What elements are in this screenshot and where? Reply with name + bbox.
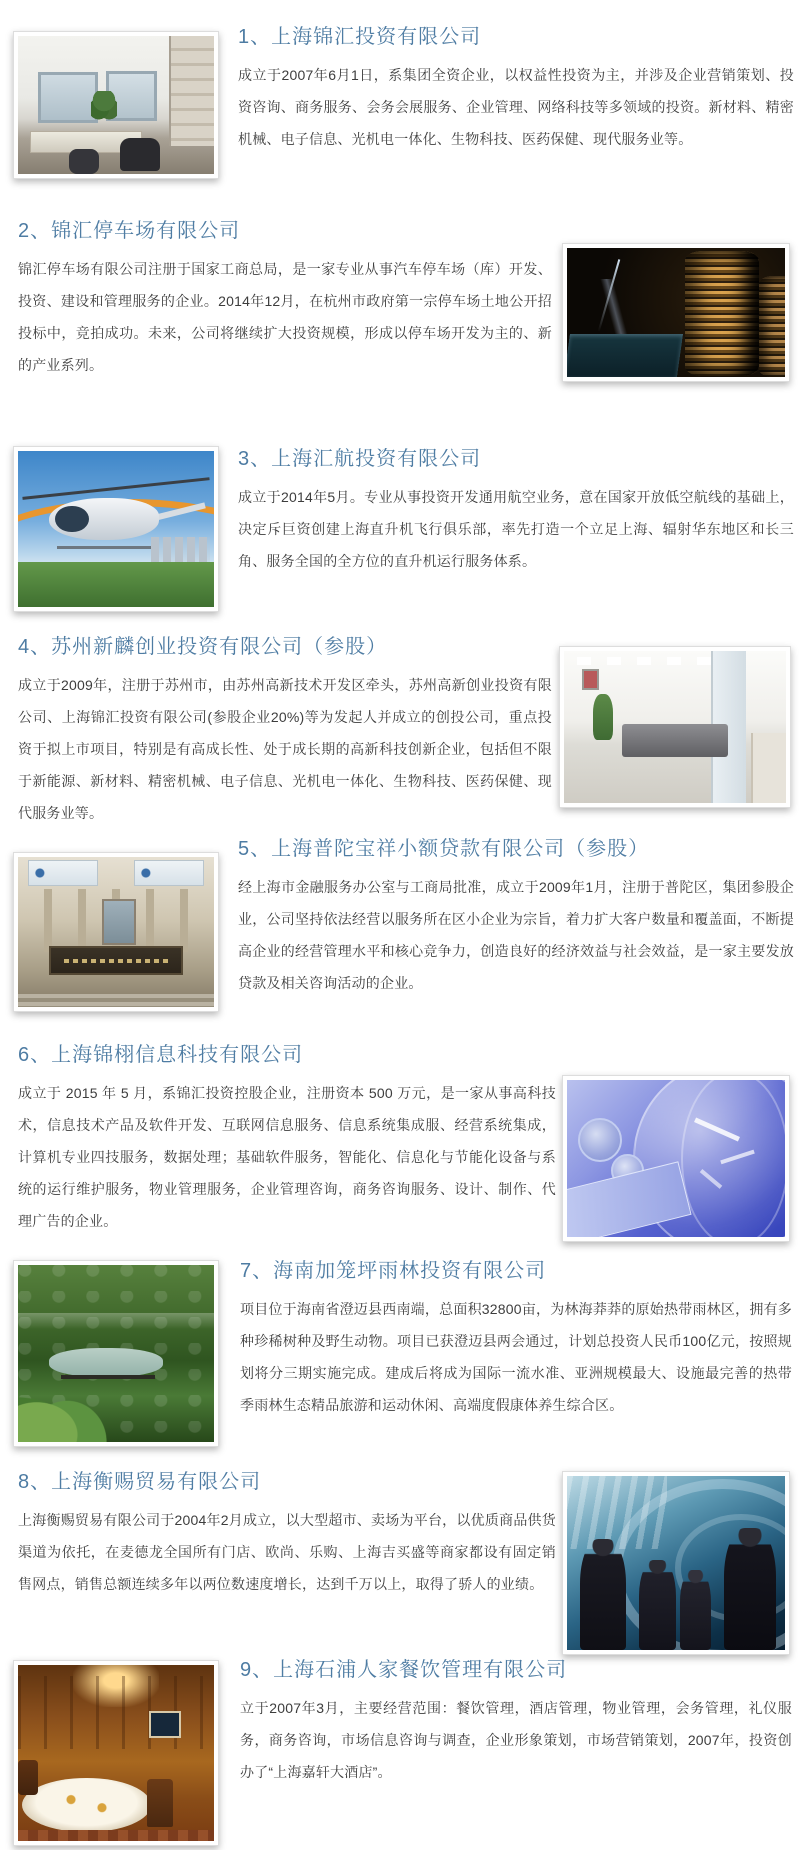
company-section-8 [18,1469,556,1600]
digital-finance-photo [562,1075,790,1242]
glass-building-shape [567,334,683,377]
chair-shape [69,149,99,174]
bank-storefront-photo [13,852,219,1012]
wall-art-shape [582,669,599,690]
lit-tower-shape [759,276,785,377]
company-8-title: 8、上海衡赐贸易有限公司 [18,1471,262,1493]
company-nameplate-shape [49,946,182,976]
company-7-title: 7、海南加笼坪雨林投资有限公司 [240,1260,547,1282]
businessman-silhouette [580,1539,626,1650]
reception-desk-shape [751,733,786,803]
company-9-title: 9、上海石浦人家餐饮管理有限公司 [240,1659,568,1681]
bank-storefront-photo-image [18,857,214,1007]
desk-row-shape [622,724,729,757]
helicopter-windshield-shape [55,506,88,533]
banquet-table-shape [22,1778,151,1833]
office-interior-photo [13,31,219,179]
company-3-title: 3、上海汇航投资有限公司 [238,448,482,470]
company-8-description: 上海衡赐贸易有限公司于2004年2月成立，以大型超市、卖场为平台，以优质商品供货渠道为依托，在麦德龙全国所有门店、欧尚、乐购、上海吉买盛等商家都设有固定销售网点，销售总额连续多年以两位数速度增长，达到千万以上，取得了骄人的业绩。 [18,1512,556,1592]
plant-shape [593,694,613,740]
company-3-description: 成立于2014年5月。专业从事投资开发通用航空业务，意在国家开放低空航线的基础上，决定斥巨资创建上海直升机飞行俱乐部，率先打造一个立足上海、辐射华东地区和长三角、服务全国的全方位的直升机运行服务体系。 [238,489,794,569]
water-shape [49,1348,163,1376]
foliage-shape [18,1378,108,1442]
helicopter-photo [13,446,219,612]
chair-shape [147,1779,172,1827]
wood-panel-shape [18,1676,214,1750]
night-towers-photo-image [567,248,785,377]
helicopter-rotor-shape [22,477,209,500]
modern-office-photo-image [564,651,786,803]
helicopter-skid-shape [57,546,151,549]
business-meeting-photo-image [567,1476,785,1650]
rainforest-photo [13,1260,219,1447]
businessman-silhouette [724,1528,776,1650]
company-1-title: 1、上海锦汇投资有限公司 [238,26,482,48]
lit-tower-shape [685,251,759,376]
company-5-description: 经上海市金融服务办公室与工商局批准，成立于2009年1月，注册于普陀区，集团参股企业，公司坚持依法经营以服务所在区小企业为宗旨，着力扩大客户数量和覆盖面，不断提高企业的经营管理水平和核心竞争力，创造良好的经济效益与社会效益，是一家主要发放贷款及相关咨询活动的企业。 [238,879,794,991]
steps-shape [18,994,214,1008]
company-section-4 [18,634,552,829]
company-6-description: 成立于 2015 年 5 月，系锦汇投资控股企业，注册资本 500 万元，是一家从事高科技术，信息技术产品及软件开发、互联网信息服务、信息系统集成服、经营系统集成，计算机专业四技服务，数据处理；基础软件服务，智能化、信息化与节能化设备与系统的运行维护服务，物业管理服务，企业管理咨询，商务咨询服务、设计、制作、代理广告的企业。 [18,1085,556,1229]
shop-sign-shape [28,860,99,886]
night-towers-photo [562,243,790,382]
company-4-description: 成立于2009年，注册于苏州市，由苏州高新技术开发区牵头，苏州高新创业投资有限公司、上海锦汇投资有限公司(参股企业20%)等为发起人并成立的创投公司，重点投资于拟上市项目，特别是有高成长性、处于成长期的高新科技创新企业，包括但不限于新能源、新材料、精密机械、电子信息、光机电一体化、生物科技、医药保健、现代服务业等。 [18,677,552,821]
digital-finance-photo-image [567,1080,785,1237]
company-section-9 [240,1657,792,1788]
businessman-silhouette [639,1560,676,1650]
rainforest-photo-image [18,1265,214,1442]
restaurant-photo-image [18,1665,214,1841]
restaurant-photo [13,1660,219,1846]
chair-shape [120,138,160,171]
shop-sign-shape [134,860,205,886]
company-section-3 [238,446,794,577]
company-4-title: 4、苏州新麟创业投资有限公司（参股） [18,636,388,658]
tv-screen-shape [149,1711,180,1738]
company-1-description: 成立于2007年6月1日，系集团全资企业，以权益性投资为主，并涉及企业营销策划、投资咨询、商务服务、会务会展服务、企业管理、网络科技等多领域的投资。新材料、精密机械、电子信息、光机电一体化、生物科技、医药保健、现代服务业等。 [238,67,794,147]
cabinet-shape [169,36,214,146]
office-interior-photo-image [18,36,214,174]
company-2-description: 锦汇停车场有限公司注册于国家工商总局，是一家专业从事汽车停车场（库）开发、投资、建设和管理服务的企业。2014年12月，在杭州市政府第一宗停车场土地公开招投标中，竞拍成功。未来，公司将继续扩大投资规模，形成以停车场开发为主的、新的产业系列。 [18,261,552,373]
business-meeting-photo [562,1471,790,1655]
window-shape [38,72,99,124]
company-5-title: 5、上海普陀宝祥小额贷款有限公司（参股） [238,838,650,860]
company-7-description: 项目位于海南省澄迈县西南端，总面积32800亩，为林海莽莽的原始热带雨林区，拥有多种珍稀树种及野生动物。项目已获澄迈县两会通过，计划总投资人民币100亿元，按照规划将分三期实施完成。建成后将成为国际一流水准、亚洲规模最大、设施最完善的热带季雨林生态精品旅游和运动休闲、高端度假康体养生综合区。 [240,1301,792,1413]
company-section-2 [18,218,552,381]
company-6-title: 6、上海锦栩信息科技有限公司 [18,1044,304,1066]
plant-shape [91,91,117,121]
mist-shape [18,1313,214,1329]
modern-office-photo [559,646,791,808]
company-9-description: 立于2007年3月，主要经营范围：餐饮管理，酒店管理，物业管理，会务管理，礼仪服务，商务咨询，市场信息咨询与调查，企业形象策划，市场营销策划，2007年，投资创办了“上海嘉轩大酒店”。 [240,1700,792,1780]
company-2-title: 2、锦汇停车场有限公司 [18,220,241,242]
company-section-7 [240,1258,792,1421]
company-section-6 [18,1042,556,1237]
helicopter-photo-image [18,451,214,607]
window-stripes-shape [567,1476,667,1549]
businessman-silhouette [680,1570,711,1650]
coin-shape [578,1118,622,1162]
carpet-shape [18,1830,214,1841]
company-section-1 [238,24,794,155]
chair-shape [18,1760,38,1795]
company-section-5 [238,836,794,999]
door-shape [102,899,135,945]
